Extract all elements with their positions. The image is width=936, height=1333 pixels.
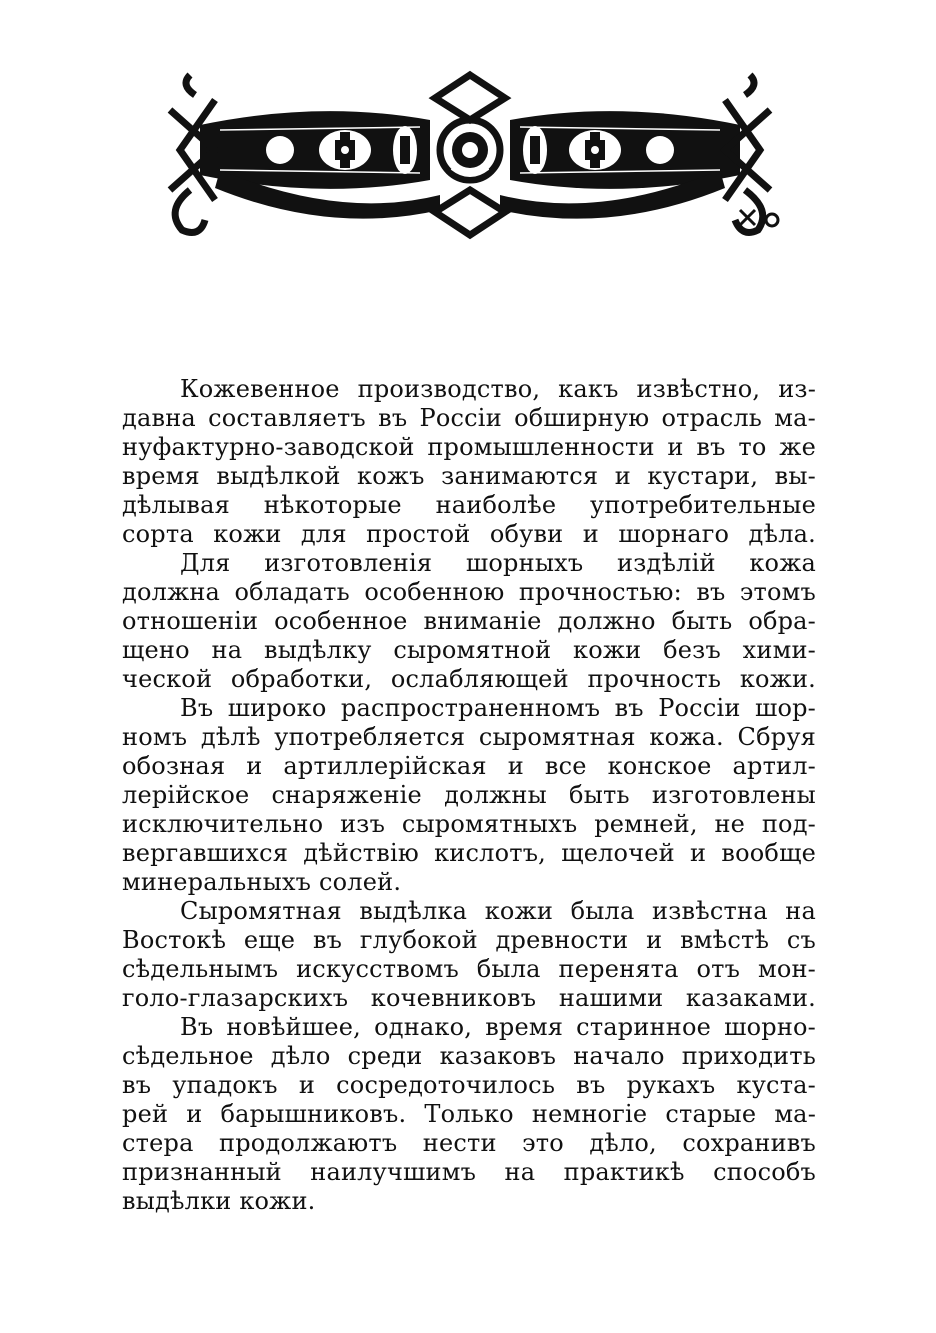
text-line: выдѣлки кожи. [122,1187,316,1215]
text-line: лерійское снаряженіе должны быть изготовлены [122,781,816,809]
text-line: время выдѣлкой кожъ занимаются и кустари, вы- [122,462,816,490]
text-line: Востокѣ еще въ глубокой древности и вмѣстѣ съ [122,926,816,954]
text-line: сѣдельное дѣло среди казаковъ начало приходить [122,1042,816,1070]
paragraph-5 [122,1013,816,1216]
ornamental-headpiece-icon [160,70,780,240]
text-line: Для изготовленія шорныхъ издѣлій кожа [180,549,816,577]
text-line: минеральныхъ солей. [122,868,402,896]
text-line: Кожевенное производство, какъ извѣстно, из- [180,375,816,403]
paragraph-3 [122,694,816,897]
text-line: исключительно изъ сыромятныхъ ремней, не под- [122,810,816,838]
main-text [122,375,816,1216]
text-line: въ упадокъ и сосредоточилось въ рукахъ куста- [122,1071,816,1099]
text-line: должна обладать особенною прочностью: въ этомъ [122,578,816,606]
text-line: вергавшихся дѣйствію кислотъ, щелочей и вообще [122,839,816,867]
paragraph-1 [122,375,816,549]
text-line: ческой обработки, ослабляющей прочность кожи. [122,665,816,693]
text-line: рей и барышниковъ. Только немногіе старые ма- [122,1100,816,1128]
text-line: обозная и артиллерійская и все конское артил- [122,752,816,780]
text-line: отношеніи особенное вниманіе должно быть обра- [122,607,816,635]
text-line: Въ новѣйшее, однако, время старинное шорно- [180,1013,816,1041]
text-line: нуфактурно-заводской промышленности и въ то же [122,433,816,461]
text-line: голо-глазарскихъ кочевниковъ нашими казаками. [122,984,816,1012]
text-line: признанный наилучшимъ на практикѣ способъ [122,1158,816,1186]
text-line: давна составляетъ въ Россіи обширную отрасль ма- [122,404,816,432]
text-line: сорта кожи для простой обуви и шорнаго дѣла. [122,520,816,548]
paragraph-4 [122,897,816,1013]
text-line: дѣлывая нѣкоторые наиболѣе употребительные [122,491,816,519]
text-line: Въ широко распространенномъ въ Россіи шор- [180,694,816,722]
text-line: щено на выдѣлку сыромятной кожи безъ хими- [122,636,816,664]
text-line: сѣдельнымъ искусствомъ была перенята отъ мон- [122,955,816,983]
text-line: Сыромятная выдѣлка кожи была извѣстна на [180,897,816,925]
paragraph-2 [122,549,816,694]
text-line: номъ дѣлѣ употребляется сыромятная кожа. Сбруя [122,723,816,751]
text-line: стера продолжаютъ нести это дѣло, сохранивъ [122,1129,816,1157]
